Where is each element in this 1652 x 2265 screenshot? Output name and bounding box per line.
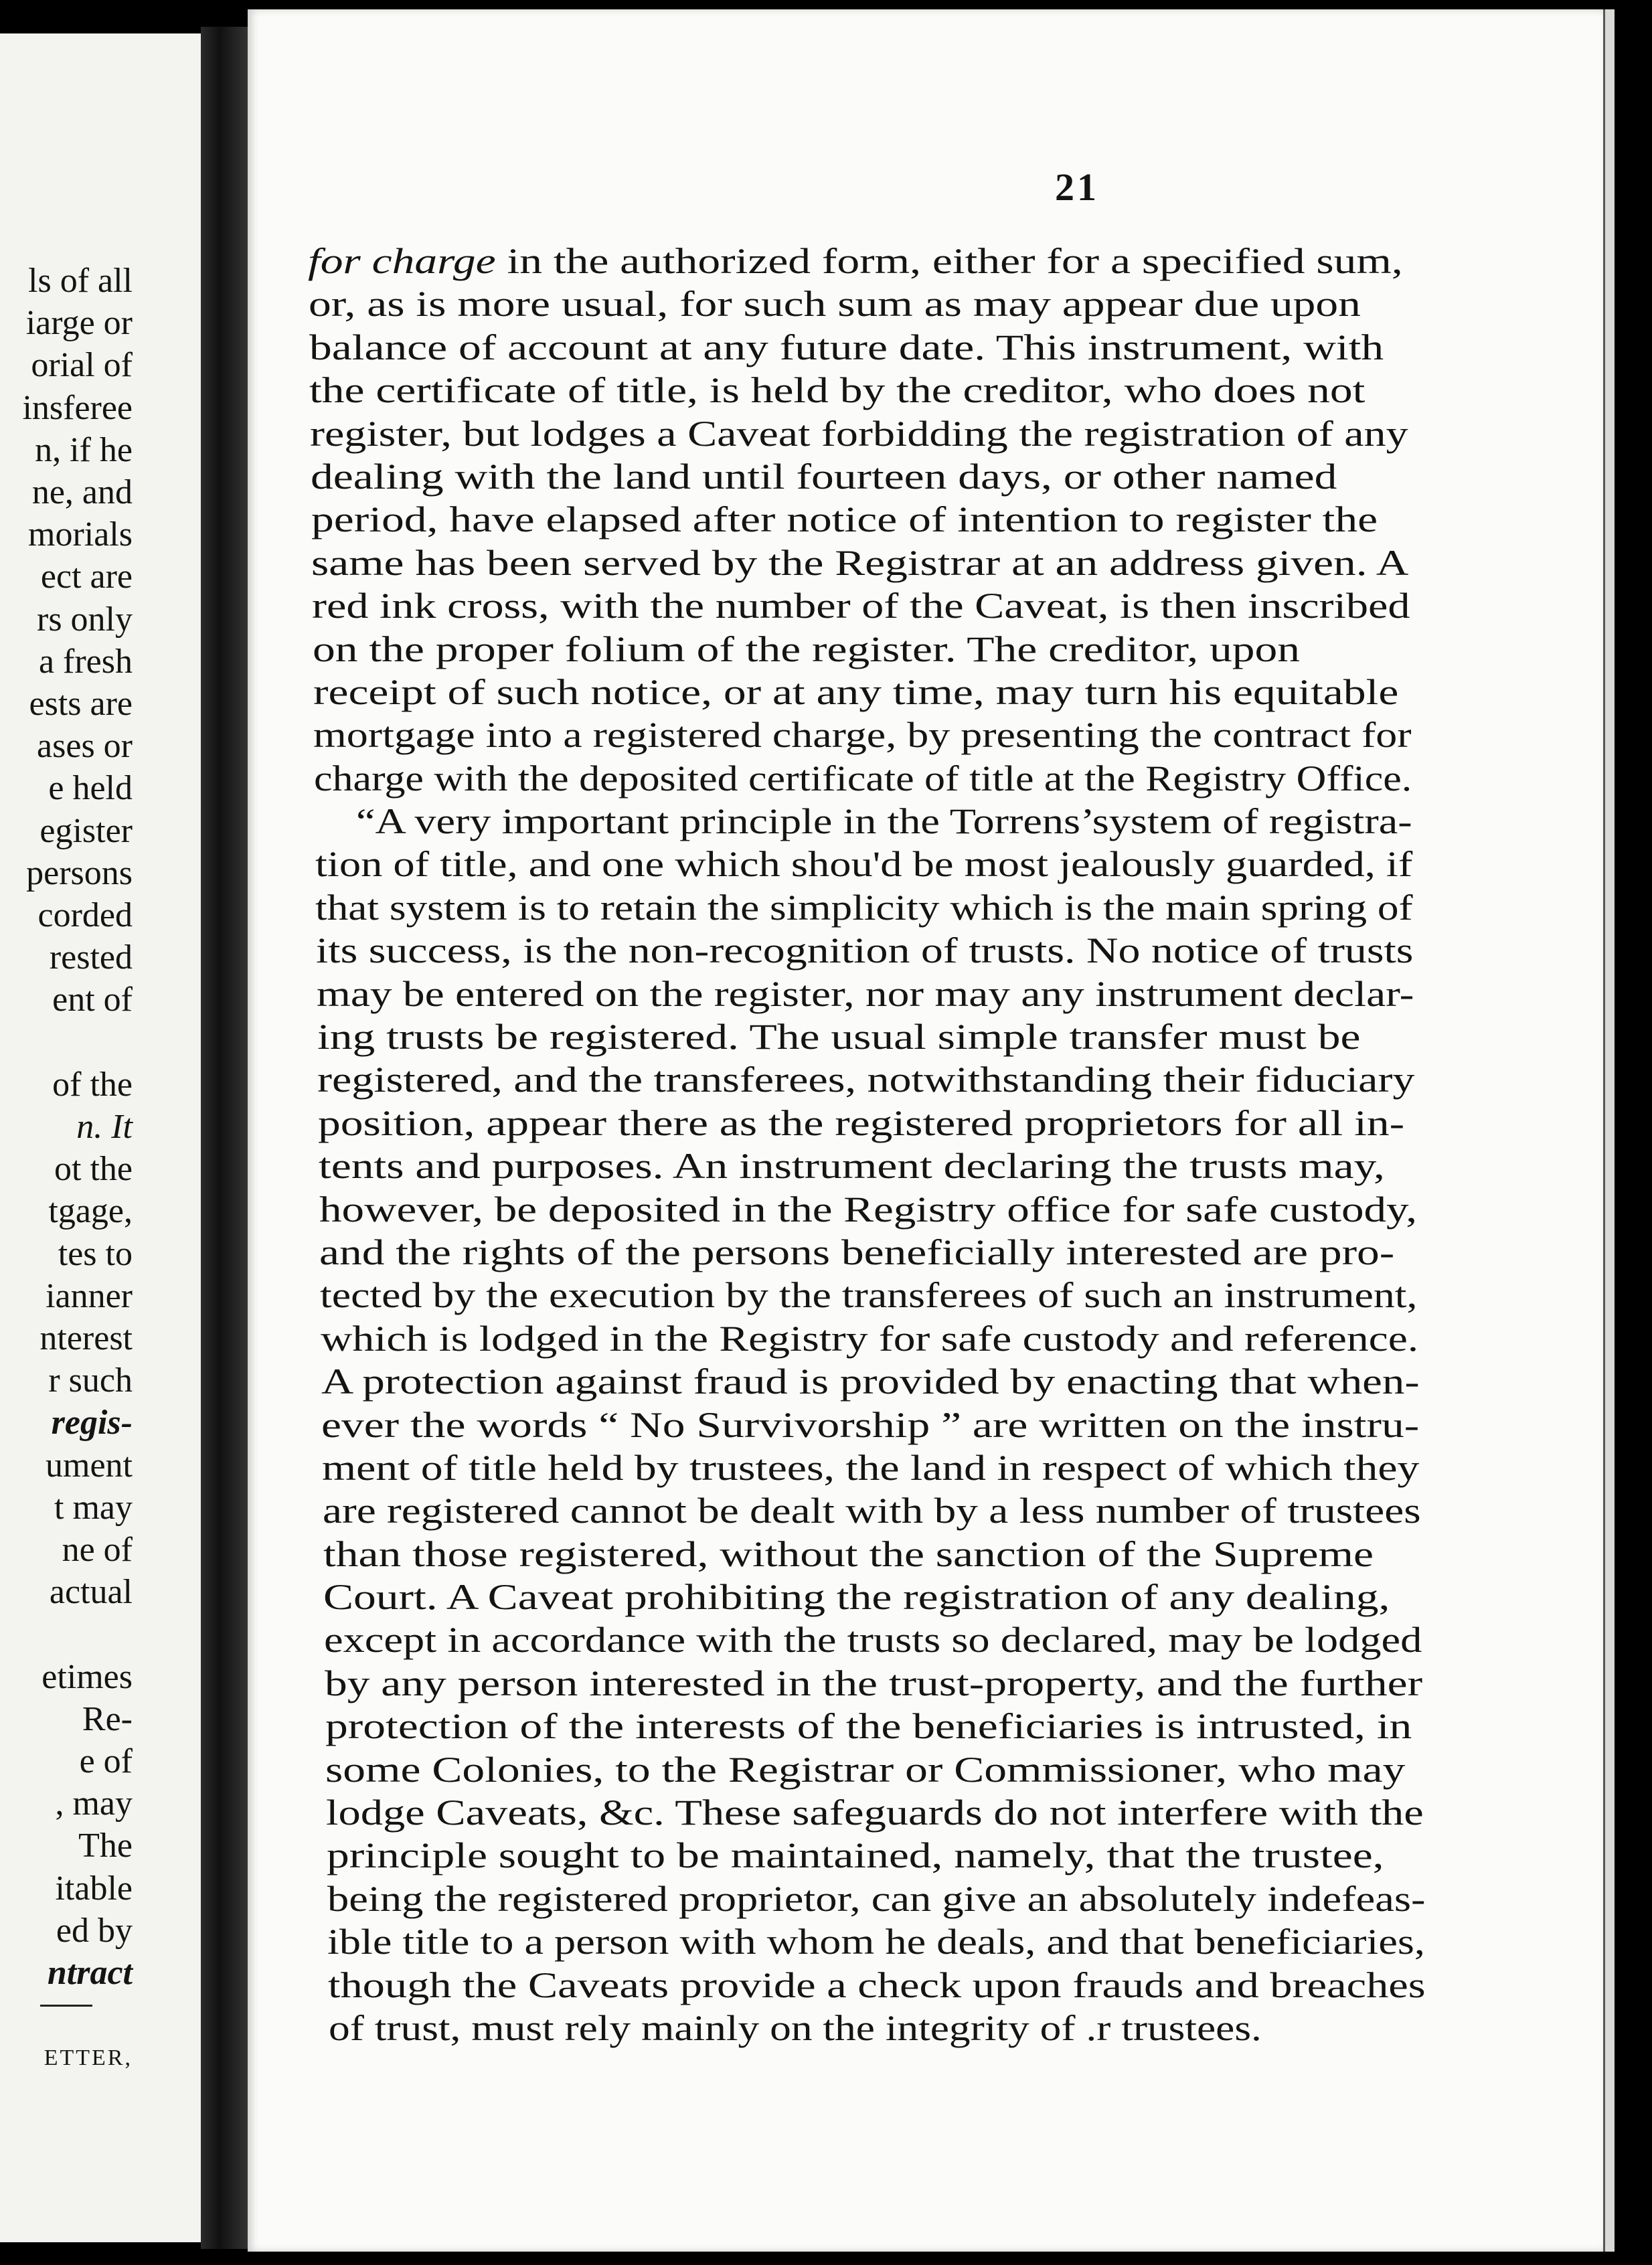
body-line [317,1016,1360,1058]
left-page-line: rs only [37,600,133,639]
body-line [327,1921,1425,1962]
body-line [313,671,1398,713]
left-page-line: tes to [58,1234,133,1273]
body-line-text: receipt of such notice, or at any time, may turn his equitable [313,671,1398,712]
body-line-text: in the authorized form, either for a specified sum, [495,241,1403,281]
left-page-line: etimes [42,1657,133,1696]
left-page-line: regis- [51,1404,133,1442]
body-line [319,1145,1385,1187]
left-page-line: ne, and [31,473,133,511]
body-line-text: dealing with the land until fourteen days, or other named [310,456,1337,497]
left-page-line: morials [28,515,133,554]
left-page-line: ne of [62,1531,133,1569]
body-line-text: “A very important principle in the Torrens’system of registra- [355,801,1412,842]
page-edge [1603,9,1615,2252]
body-line [314,758,1412,799]
body-line-text: tected by the execution by the transferees of such an instrument, [320,1275,1418,1316]
body-line-text: ing trusts be registered. The usual simple transfer must be [317,1017,1360,1058]
body-line [326,1792,1424,1833]
body-line-text: balance of account at any future date. This instrument, with [309,327,1384,367]
left-page-line: ETTER, [44,2045,133,2071]
page-number: 21 [1055,165,1099,209]
left-page-line: a fresh [38,642,133,681]
left-page-line: insferee [22,388,133,427]
body-line [311,456,1337,497]
body-line-text: some Colonies, to the Registrar or Commissioner, who may [325,1749,1406,1790]
body-line-text: that system is to retain the simplicity which is the main spring of [315,887,1413,928]
body-line [310,413,1408,454]
body-line-text: registered, and the transferees, notwithstanding their fiduciary [317,1060,1415,1100]
body-line-text: red ink cross, with the number of the Caveat, is then inscribed [312,586,1410,626]
body-line [321,1318,1418,1359]
body-line [309,369,1365,411]
left-page-line: n. It [76,1108,133,1146]
left-page-line: n, if he [35,430,133,469]
left-page-line: itable [55,1869,133,1908]
body-line-text: ever the words “ No Survivorship ” are written on the instru- [321,1404,1420,1445]
body-line [323,1533,1374,1575]
right-page [248,9,1603,2252]
body-line [319,1189,1417,1230]
body-line-text: its success, is the non-recognition of trusts. No notice of trusts [316,930,1414,971]
left-page-line: r such [48,1361,133,1400]
left-page-line: t may [54,1488,133,1527]
body-line-text: mortgage into a registered charge, by presenting the contract for [313,715,1412,756]
body-line [323,1490,1421,1531]
body-line [325,1749,1405,1790]
left-page-line: , may [55,1784,133,1823]
body-line [321,1404,1419,1446]
body-line [317,1059,1414,1100]
left-page-line: ls of all [28,262,133,300]
body-line [312,585,1410,626]
body-line-text: the certificate of title, is held by the creditor, who does not [309,370,1366,411]
body-line [322,1447,1419,1489]
left-page-line: ot the [54,1150,133,1189]
body-line-text: may be entered on the register, nor may any instrument declar- [316,973,1414,1014]
body-line-text: on the proper folium of the register. The creditor, upon [312,628,1300,669]
body-line [317,973,1414,1015]
body-line [313,628,1300,670]
body-line [309,327,1384,368]
body-line-text: Court. A Caveat prohibiting the registration of any dealing, [323,1577,1390,1618]
body-line-text: though the Caveats provide a check upon frauds and breaches [328,1964,1426,2005]
body-line-text: ible title to a person with whom he deals, and that beneficiaries, [327,1922,1426,1962]
body-line [325,1663,1422,1704]
left-page-line: corded [37,896,133,934]
left-page-line: Re- [82,1699,133,1738]
body-line-text: except in accordance with the trusts so declared, may be lodged [324,1620,1422,1661]
body-line-text: protection of the interests of the beneficiaries is intrusted, in [325,1706,1412,1747]
body-line-text: and the rights of the persons beneficially interested are pro- [319,1232,1395,1272]
body-line [356,801,1412,842]
left-page-line: orial of [31,346,133,385]
left-page-line: ect are [40,558,133,596]
body-line-text: or, as is more usual, for such sum as may appear due upon [308,284,1361,325]
body-line [315,887,1413,928]
left-page-line: iarge or [25,304,133,343]
body-line [315,843,1412,885]
left-page-line: of the [52,1065,133,1104]
body-line-text: same has been served by the Registrar at an address given. A [311,542,1409,583]
left-page-line: nterest [39,1319,133,1357]
body-line [327,1878,1426,1920]
left-page-line: ntract [47,1954,133,1992]
left-page-line: e of [79,1742,133,1780]
left-page-line: ument [46,1446,133,1485]
body-line-text: tion of title, and one which shou'd be most jealously guarded, if [315,844,1412,885]
body-line [325,1705,1412,1747]
left-page-line: The [78,1827,133,1865]
body-line [311,542,1408,584]
body-line [327,1835,1384,1876]
left-page-line: ases or [37,727,133,766]
book-gutter [201,27,248,2249]
left-page-rule [40,2005,92,2007]
body-line [329,2007,1262,2049]
left-page [0,33,201,2242]
body-line-text: which is lodged in the Registry for safe custody and reference. [320,1318,1418,1359]
body-line [328,1964,1426,2006]
body-line-text: however, be deposited in the Registry office for safe custody, [319,1189,1417,1230]
body-line-text: by any person interested in the trust-property, and the further [324,1663,1422,1703]
body-line-text: A protection against fraud is provided by enacting that when- [321,1361,1420,1402]
left-page-line: egister [39,811,133,850]
italic-term: for charge [308,241,496,281]
body-line [311,499,1378,540]
body-line [309,283,1361,325]
body-line-text: lodge Caveats, &c. These safeguards do not interfere with the [326,1792,1424,1833]
body-line [321,1361,1420,1402]
left-page-line: tgage, [48,1192,133,1231]
body-line-text: principle sought to be maintained, namely, that the trustee, [326,1835,1384,1876]
body-line-text: charge with the deposited certificate of title at the Registry Office. [314,758,1412,799]
left-page-line: actual [49,1573,133,1612]
body-line-text: ment of title held by trustees, the land in respect of which they [322,1447,1420,1488]
body-line [313,714,1412,756]
left-page-line: ianner [46,1276,133,1315]
body-line-text: register, but lodges a Caveat forbidding the registration of any [310,413,1408,454]
body-line-text: being the registered proprietor, can give an absolutely indefeas- [327,1878,1426,1919]
left-page-line: ed by [56,1911,133,1950]
left-page-line: persons [26,853,133,892]
left-page-text [0,33,201,2242]
body-line [323,1576,1390,1618]
left-page-line: ests are [29,685,133,723]
body-line-text: position, appear there as the registered proprietors for all in- [318,1102,1405,1143]
body-line-text: are registered cannot be dealt with by a less number of trustees [322,1491,1421,1531]
body-line [324,1619,1422,1661]
body-line-text: than those registered, without the sanction of the Supreme [323,1533,1374,1574]
left-page-line: ent of [52,981,133,1019]
body-line [316,930,1413,971]
body-line [318,1102,1404,1144]
left-page-line: rested [49,938,133,977]
left-page-line: e held [48,769,133,808]
body-line-text: tents and purposes. An instrument declaring the trusts may, [318,1146,1385,1187]
body-line [320,1274,1417,1316]
body-line [319,1232,1394,1273]
body-line [308,240,1403,282]
body-line-text: of trust, must rely mainly on the integrity of .r trustees. [328,2008,1262,2048]
body-line-text: period, have elapsed after notice of intention to register the [311,499,1378,540]
